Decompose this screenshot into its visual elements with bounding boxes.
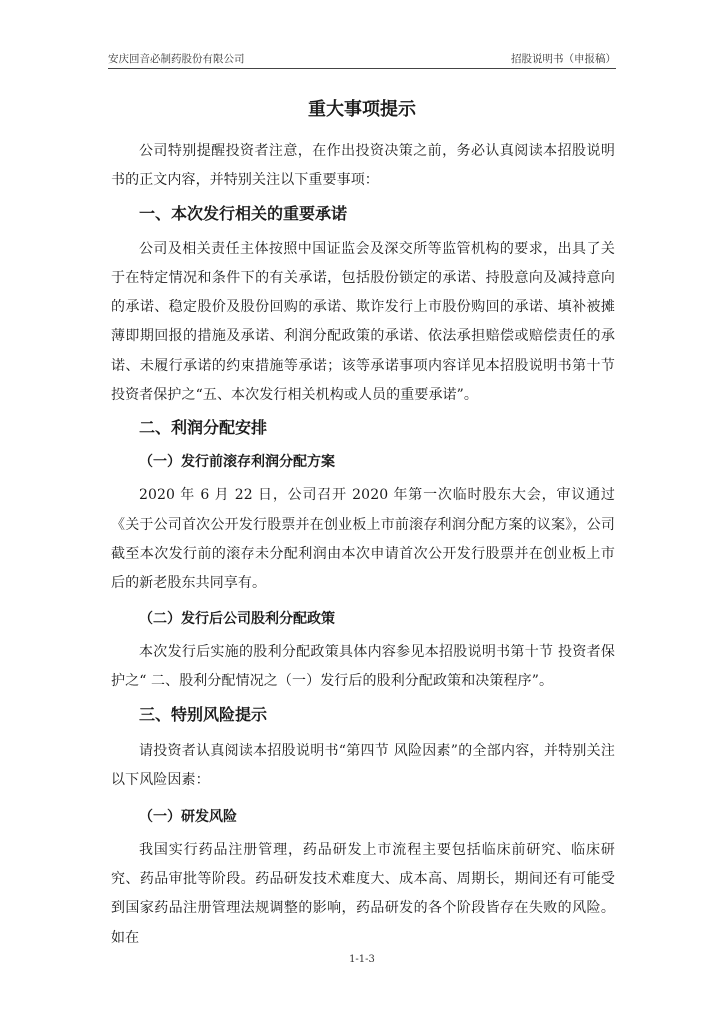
subsection-heading-dividend-policy: （二）发行后公司股利分配政策 [139, 610, 335, 627]
subsection-heading-pre-issue-profit: （一）发行前滚存利润分配方案 [139, 454, 335, 471]
commitments-paragraph: 公司及相关责任主体按照中国证监会及深交所等监管机构的要求，出具了关于在特定情况和条件下的有关承诺，包括股份锁定的承诺、持股意向及减持意向的承诺、稳定股价及股份回购的承诺、欺诈发行上市股份购回的承诺、填补被摊薄即期回报的措施及承诺、利润分配政策的承诺、依法承担赔偿或赔偿责任的承诺、未履行承诺的约束措施等承诺；该等承诺事项内容详见本招股说明书第十节投资者保护之“五、本次发行相关机构或人员的重要承诺”。 [111, 240, 615, 404]
header-divider [108, 68, 616, 69]
section-heading-commitments: 一、本次发行相关的重要承诺 [139, 203, 348, 223]
page-title: 重大事项提示 [308, 99, 416, 120]
page-header [108, 51, 616, 67]
header-document-type: 招股说明书（申报稿） [511, 53, 616, 65]
pre-issue-profit-paragraph: 2020 年 6 月 22 日，公司召开 2020 年第一次临时股东大会，审议通过《关于公司首次公开发行股票并在创业板上市前滚存利润分配方案的议案》，公司截至本次发行前的滚存未分配利润由本次申请首次公开发行股票并在创业板上市后的新老股东共同享有。 [111, 487, 615, 592]
intro-paragraph: 公司特别提醒投资者注意，在作出投资决策之前，务必认真阅读本招股说明书的正文内容，并特别关注以下重要事项： [111, 143, 615, 189]
dividend-policy-paragraph: 本次发行后实施的股利分配政策具体内容参见本招股说明书第十节 投资者保护之“ 二、股利分配情况之（一）发行后的股利分配政策和决策程序”。 [111, 643, 615, 689]
section-heading-risk-warning: 三、特别风险提示 [139, 705, 268, 725]
rd-risk-paragraph: 我国实行药品注册管理，药品研发上市流程主要包括临床前研究、临床研究、药品审批等阶段。药品研发技术难度大、成本高、周期长，期间还有可能受到国家药品注册管理法规调整的影响，药品研发的各个阶段皆存在失败的风险。如在 [111, 841, 615, 946]
section-heading-profit-distribution: 二、利润分配安排 [139, 418, 268, 438]
risk-intro-paragraph: 请投资者认真阅读本招股说明书“第四节 风险因素”的全部内容，并特别关注以下风险因素： [111, 743, 615, 789]
subsection-heading-rd-risk: （一）研发风险 [139, 808, 237, 825]
page-number: 1-1-3 [349, 954, 375, 965]
document-body [111, 137, 615, 953]
header-company-name: 安庆回音必制药股份有限公司 [108, 53, 245, 65]
